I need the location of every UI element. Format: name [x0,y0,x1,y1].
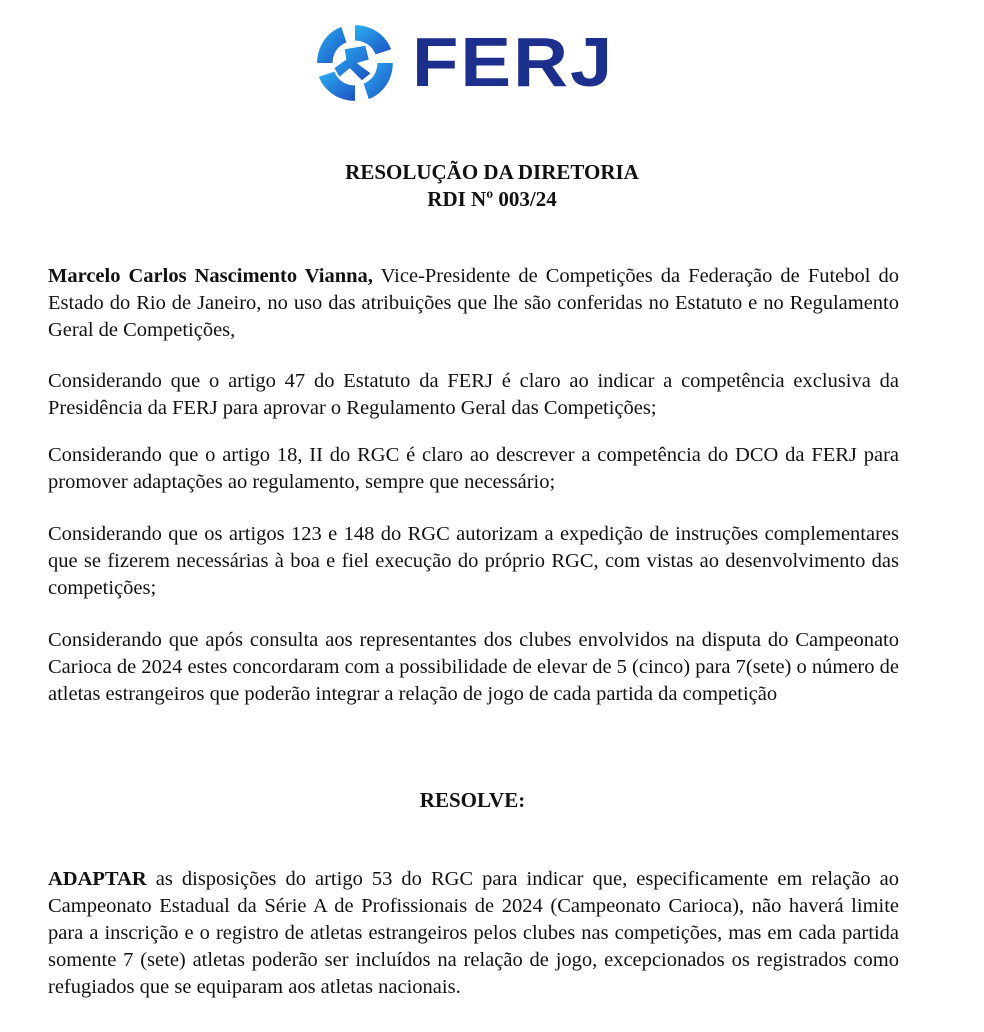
logo-wordmark: FERJ [412,23,615,102]
considering-paragraph-3: Considerando que os artigos 123 e 148 do RGC autorizam a expedição de instruções complementares que se fizerem necessárias à boa e fiel execução do próprio RGC, com vistas ao desenvolvimento das competições; [48,523,899,599]
considering-paragraph-2: Considerando que o artigo 18, II do RGC é claro ao descrever a competência do DCO da FERJ para promover adaptações ao regulamento, sempre que necessário; [48,444,899,493]
considering-paragraph-1: Considerando que o artigo 47 do Estatuto da FERJ é claro ao indicar a competência exclusiva da Presidência da FERJ para aprovar o Regulamento Geral das Competições; [48,370,899,419]
decision-verb: ADAPTAR [48,868,147,890]
ferj-emblem-icon [312,20,398,106]
preamble-text: Vice-Presidente de Competições da Federação de Futebol do Estado do Rio de Janeiro, no uso das atribuições que lhe são conferidas no Estatuto e no Regulamento Geral de Competições, [48,265,899,341]
document-number: RDI Nº 003/24 [427,187,557,211]
preamble-paragraph [48,263,899,344]
decision-paragraph [48,866,899,1001]
signatory-name: Marcelo Carlos Nascimento Vianna, [48,265,373,287]
document-title: RESOLUÇÃO DA DIRETORIA [345,160,639,184]
considering-paragraph-4: Considerando que após consulta aos representantes dos clubes envolvidos na disputa do Campeonato Carioca de 2024 estes concordaram com a possibilidade de elevar de 5 (cinco) para 7(sete) o número de atletas estrangeiros que poderão integrar a relação de jogo de cada partida da competição [48,629,899,705]
ferj-logo [312,18,642,108]
resolve-heading: RESOLVE: [419,788,526,812]
decision-text: as disposições do artigo 53 do RGC para indicar que, especificamente em relação ao Campeonato Estadual da Série A de Profissionais de 2024 (Campeonato Carioca), não haverá limite para a inscrição e o registro de atletas estrangeiros pelos clubes nas competições, mas em cada partida somente 7 (sete) atletas poderão ser incluídos na relação de jogo, excepcionados os registrados como refugiados que se equiparam aos atletas nacionais. [48,868,899,998]
